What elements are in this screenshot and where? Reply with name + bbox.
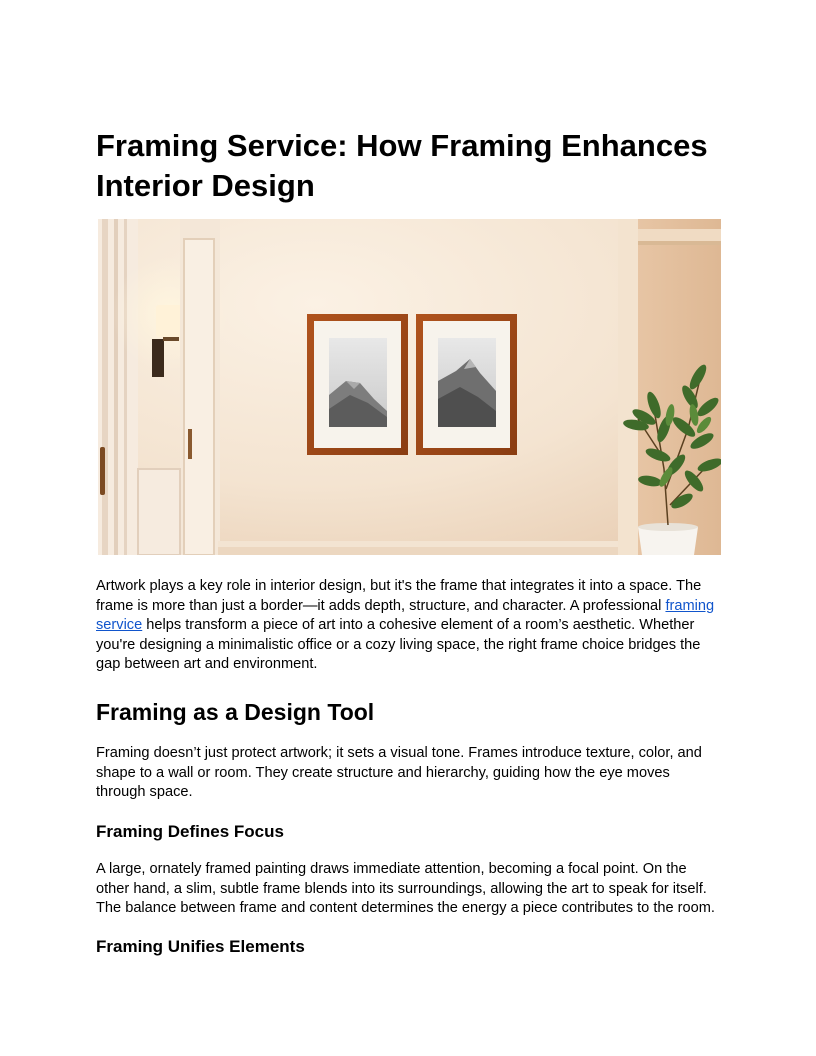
paragraph-line: A large, ornately framed painting draws immediate attention, becoming a focal point. On the — [96, 861, 687, 877]
paragraph-line: Framing doesn’t just protect artwork; it sets a visual tone. Frames introduce texture, color, and — [96, 745, 702, 761]
page-title: Framing Service: How Framing Enhances Interior Design — [96, 128, 708, 203]
paragraph-line: through space. — [96, 784, 193, 800]
paragraph-line: other hand, a slim, subtle frame blends into its surroundings, allowing the art to speak for itself. — [96, 880, 707, 897]
subsection-heading: Framing Defines Focus — [96, 822, 284, 841]
intro-line: you're designing a minimalistic office or a cozy living space, the right frame choice bridges the — [96, 636, 701, 653]
intro-text: frame is more than just a border—it adds depth, structure, and character. A professional — [96, 597, 666, 614]
intro-text: helps transform a piece of art into a cohesive element of a room’s aesthetic. Whether — [142, 617, 695, 633]
intro-line: gap between art and environment. — [96, 656, 318, 672]
framing-service-link[interactable]: service — [96, 617, 143, 633]
paragraph-line: The balance between frame and content determines the energy a piece contributes to the room. — [96, 900, 715, 916]
intro-paragraph — [96, 577, 722, 675]
intro-line: Artwork plays a key role in interior design, but it's the frame that integrates it into a space. The — [96, 578, 702, 594]
paragraph-line: shape to a wall or room. They create structure and hierarchy, guiding how the eye moves — [96, 764, 670, 781]
subsection-heading: Framing Unifies Elements — [96, 937, 305, 956]
hero-image — [98, 219, 721, 555]
subsection-paragraph — [96, 860, 722, 919]
framing-service-link[interactable]: framing — [665, 597, 715, 614]
intro-line — [96, 616, 722, 636]
section-paragraph — [96, 744, 722, 803]
section-heading: Framing as a Design Tool — [96, 699, 375, 725]
intro-line — [96, 597, 722, 617]
